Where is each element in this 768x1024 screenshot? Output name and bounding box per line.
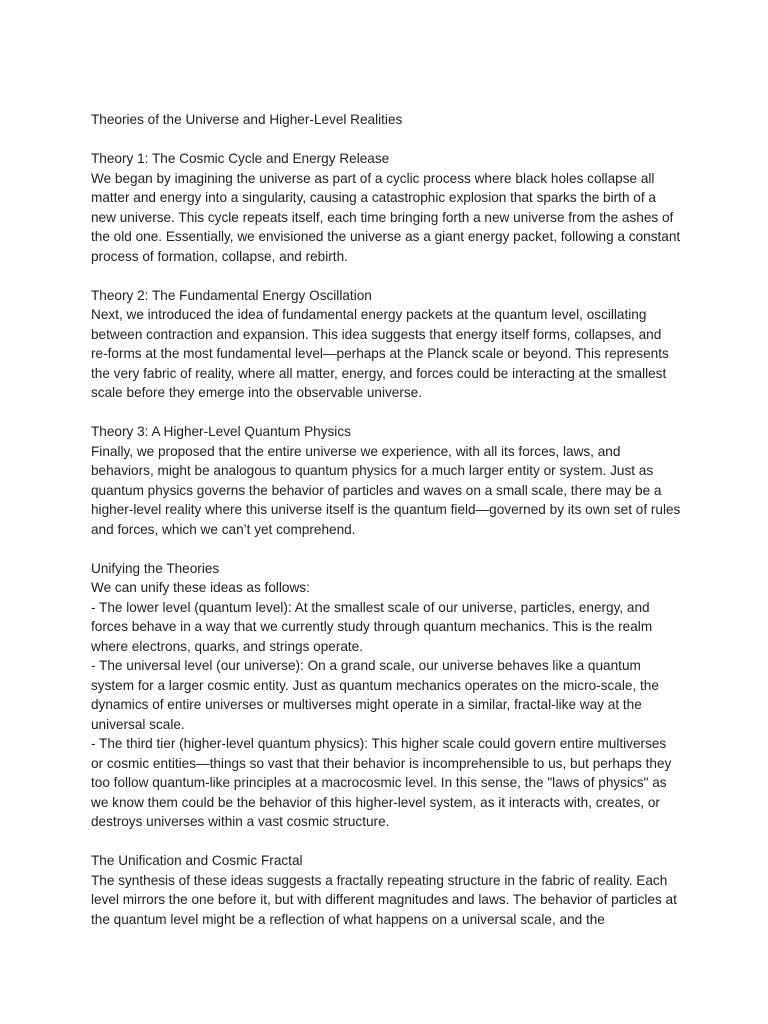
section-theory-2 — [91, 286, 681, 403]
section-heading: The Unification and Cosmic Fractal — [91, 853, 303, 868]
section-intro: We can unify these ideas as follows: — [91, 580, 310, 595]
section-heading: Theory 1: The Cosmic Cycle and Energy Release — [91, 151, 390, 166]
section-heading: Theory 3: A Higher-Level Quantum Physics — [91, 424, 351, 439]
section-body: The synthesis of these ideas suggests a fractally repeating structure in the fabric of reality. Each level mirrors the one before it, but with different magnitudes and laws. The behavior of particles at the quantum level might be a reflection of what happens on a universal scale, and the — [91, 872, 677, 927]
list-item: - The lower level (quantum level): At the smallest scale of our universe, particles, energy, and forces behave in a way that we currently study through quantum mechanics. This is the realm where electrons, quarks, and strings operate. — [91, 599, 653, 654]
document-title: Theories of the Universe and Higher-Level Realities — [91, 112, 403, 127]
section-theory-3 — [91, 422, 681, 539]
list-item: - The universal level (our universe): On a grand scale, our universe behaves like a quantum system for a larger cosmic entity. Just as quantum mechanics operates on the micro-scale, the dynamics of entire universes or multiverses might operate in a similar, fractal-like way at the universal scale. — [91, 658, 659, 732]
section-heading: Unifying the Theories — [91, 560, 220, 576]
section-body: Next, we introduced the idea of fundamental energy packets at the quantum level, oscillating between contraction and expansion. This idea suggests that energy itself forms, collapses, and re-forms at the most fundamental level—perhaps at the Planck scale or beyond. This represents the very fabric of reality, where all matter, energy, and forces could be interacting at the smallest scale before they emerge into the observable universe. — [91, 307, 669, 400]
list-item: - The third tier (higher-level quantum physics): This higher scale could govern entire multiverses or cosmic entities—things so vast that their behavior is incomprehensible to us, but perhaps they too follow quantum-like principles at a macrocosmic level. In this sense, the "laws of physics" as we know them could be the behavior of this higher-level system, as it interacts with, creates, or destroys universes within a vast cosmic structure. — [91, 736, 672, 829]
section-heading: Theory 2: The Fundamental Energy Oscillation — [91, 287, 372, 303]
section-cosmic-fractal — [91, 851, 681, 929]
section-body: Finally, we proposed that the entire universe we experience, with all its forces, laws, and behaviors, might be analogous to quantum physics for a much larger entity or system. Just as quantum physics governs the behavior of particles and waves on a small scale, there may be a higher-level reality where this universe itself is the quantum field—governed by its own set of rules and forces, which we can’t yet comprehend. — [91, 443, 681, 537]
section-unifying-theories — [91, 559, 681, 832]
document-page — [91, 110, 681, 949]
section-body: We began by imagining the universe as part of a cyclic process where black holes collapse all matter and energy into a singularity, causing a catastrophic explosion that sparks the birth of a new universe. This cycle repeats itself, each time bringing forth a new universe from the ashes of the old one. Essentially, we envisioned the universe as a giant energy packet, following a constant process of formation, collapse, and rebirth. — [91, 170, 681, 264]
section-theory-1 — [91, 149, 681, 266]
